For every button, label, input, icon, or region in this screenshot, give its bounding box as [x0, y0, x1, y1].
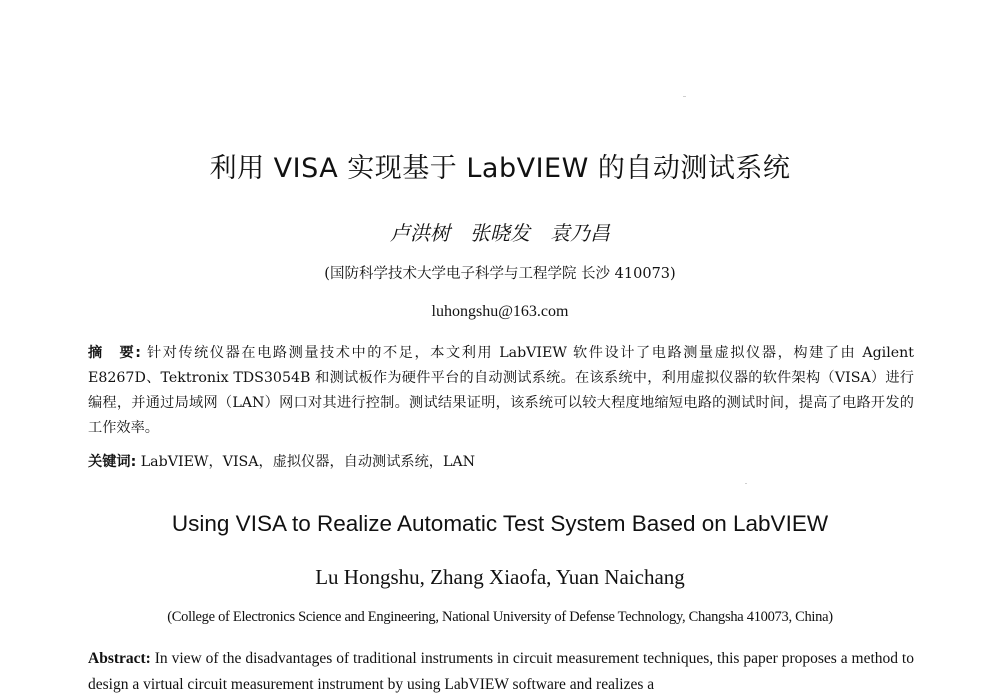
abstract-cn — [88, 341, 914, 441]
paper-title-cn: 利用 VISA 实现基于 LabVIEW 的自动测试系统 — [209, 153, 791, 184]
affiliation-cn: (国防科学技术大学电子科学与工程学院 长沙 410073) — [324, 266, 676, 282]
scan-speck — [745, 483, 747, 484]
keywords-cn — [88, 450, 914, 475]
abstract-en — [88, 646, 914, 698]
keywords-cn-text: LabVIEW，VISA，虚拟仪器，自动测试系统，LAN — [140, 454, 476, 470]
paper-title-en: Using VISA to Realize Automatic Test System Based on LabVIEW — [171, 511, 829, 536]
affiliation-en: (College of Electronics Science and Engineering, National University of Defense Technology, Changsha 410073, China) — [167, 609, 833, 625]
authors-en: Lu Hongshu, Zhang Xiaofa, Yuan Naichang — [315, 565, 685, 589]
abstract-en-label: Abstract: — [88, 650, 151, 667]
scan-speck — [683, 96, 686, 97]
abstract-en-text: In view of the disadvantages of traditional instruments in circuit measurement techniques, this paper proposes a method to design a virtual circuit measurement instrument by using LabVIEW software and realizes a — [88, 650, 914, 693]
keywords-cn-label: 关键词: — [88, 454, 137, 470]
abstract-cn-text: 针对传统仪器在电路测量技术中的不足，本文利用 LabVIEW 软件设计了电路测量虚拟仪器，构建了由 Agilent E8267D、Tektronix TDS3054B 和测试板作为硬件平台的自动测试系统。在该系统中，利用虚拟仪器的软件架构（VISA）进行编程，并通过局域网（LAN）网口对其进行控制。测试结果证明，该系统可以较大程度地缩短电路的测试时间，提高了电路开发的工作效率。 — [88, 345, 914, 436]
abstract-cn-label: 摘 要: — [88, 345, 141, 361]
authors-cn: 卢洪树 张晓发 袁乃昌 — [390, 221, 610, 245]
author-email: luhongshu@163.com — [431, 303, 569, 320]
